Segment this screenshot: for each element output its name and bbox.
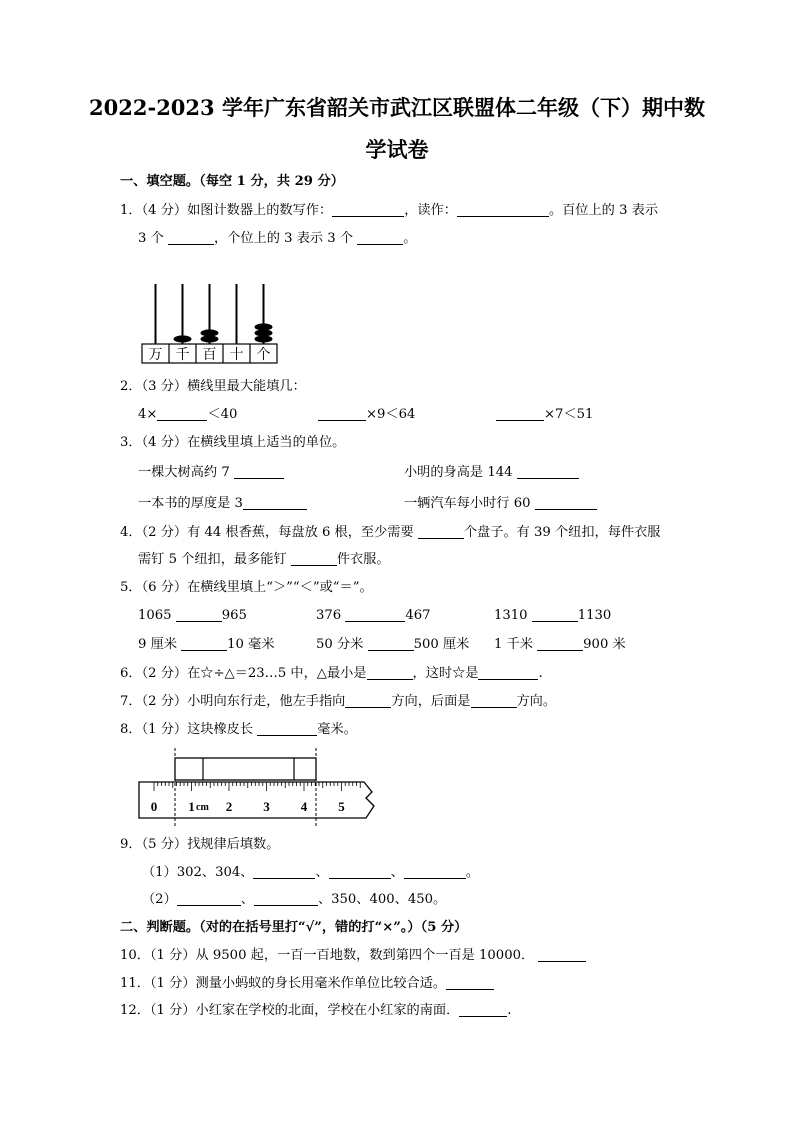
q9-head: 9．（5 分）找规律后填数。 [120,837,280,852]
q11-line [120,974,494,994]
q9-sep: 、 [315,865,329,880]
q5-r1c3 [494,606,611,626]
q1-text-c: 。百位上的 3 表示 [548,203,659,218]
q4-blank-clothes[interactable] [291,551,337,566]
q7-text-c: 方向。 [516,694,557,709]
ruler-number: 0 [150,799,158,814]
q9-p1-blank1[interactable] [253,864,315,879]
q4-text-c: 需钉 5 个纽扣，最多能钉 [138,552,287,567]
q2-item2 [318,405,415,425]
q1-text-d: 3 个 [138,231,164,246]
q2-item3 [496,405,593,425]
q1-text-e: ，个位上的 3 表示 3 个 [213,231,354,246]
q10-blank[interactable] [538,947,586,962]
q1-blank-read[interactable] [457,202,549,217]
q2-blank3[interactable] [496,406,544,421]
q1-blank-hundreds[interactable] [168,230,214,245]
q8-blank-length[interactable] [257,721,317,736]
q4-line2 [138,550,390,570]
q2-item2-text: ×9＜64 [366,407,416,422]
ruler-number: 4 [300,799,308,814]
q2-item3-text: ×7＜51 [544,407,594,422]
q5-r1c3-left: 1310 [494,608,528,623]
q5-r1c1-left: 1065 [138,608,172,623]
abacus-figure [140,282,280,366]
q9-sep: 、 [240,892,254,907]
ruler-number: 3 [263,799,270,814]
ruler-figure [136,746,382,830]
q6-blank-star[interactable] [478,665,538,680]
q4-text-d: 件衣服。 [336,552,390,567]
abacus-beads [174,323,273,342]
abacus-label: 个 [256,347,271,363]
q10-line [120,946,586,966]
q1-text-f: 。 [403,231,417,246]
q5-r2c2-left: 50 分米 [316,637,364,652]
abacus-label: 百 [202,347,217,363]
q2-blank2[interactable] [318,406,366,421]
q6-line [120,664,543,684]
q2-item1-text-b: ＜40 [207,407,238,422]
q5-r2c3-right: 900 米 [583,637,626,652]
exam-title-line1: 2022-2023 学年广东省韶关市武江区联盟体二年级（下）期中数 [89,95,705,120]
abacus-label: 万 [148,347,163,363]
abacus-bead [201,329,219,336]
q2-blank1[interactable] [157,406,207,421]
q3-item1-text: 一棵大树高约 7 [138,465,230,480]
section2-heading: 二、判断题。（对的在括号里打“√”，错的打“×”。）（5 分） [120,920,468,935]
q3-item3-text: 一本书的厚度是 3 [138,496,243,511]
section1-heading: 一、填空题。（每空 1 分，共 29 分） [120,174,344,189]
q5-r2c3 [494,635,626,655]
q3-blank2[interactable] [517,464,579,479]
q9-part1 [142,863,479,883]
q5-r2c1 [138,635,275,655]
q9-p2-blank1[interactable] [177,891,241,906]
ruler-unit-label: cm [196,802,209,813]
abacus-labels [149,347,271,363]
ruler-number: 5 [338,799,345,814]
q7-line [120,692,556,712]
q1-text-a: 1．（4 分）如图计数器上的数写作： [120,203,333,218]
q4-text-b: 个盘子。有 39 个纽扣，每件衣服 [463,525,661,540]
abacus-bead [255,323,273,330]
q9-part2-text: 、350、400、450。 [317,892,447,907]
q1-blank-ones[interactable] [357,230,403,245]
q4-blank-plates[interactable] [418,524,464,539]
q5-blank-r2c2[interactable] [368,636,414,651]
q8-text-b: 毫米。 [317,722,357,737]
q3-item3 [138,494,307,514]
q3-item2-text: 小明的身高是 144 [404,465,513,480]
q3-item1 [138,463,284,483]
q9-part2 [142,890,446,910]
q2-head: 2．（3 分）横线里最大能填几： [120,379,306,394]
q7-text-a: 7．（2 分）小明向东行走，他左手指向 [120,694,346,709]
q1-text-b: ，读作： [404,203,457,218]
q11-blank[interactable] [446,975,494,990]
q3-blank1[interactable] [234,464,284,479]
q5-r1c1 [138,606,247,626]
q5-r2c1-left: 9 厘米 [138,637,177,652]
q5-r1c1-right: 965 [221,608,247,623]
eraser [175,758,316,780]
q6-text-a: 6．（2 分）在☆÷△＝23…5 中，△最小是 [120,666,367,681]
q7-blank-left[interactable] [345,693,391,708]
q4-line1 [120,523,661,543]
q12-text: 12．（1 分）小红家在学校的北面，学校在小红家的南面． [120,1003,460,1018]
q2-item1-text-a: 4× [138,407,158,422]
q10-text: 10．（1 分）从 9500 起，一百一百地数，数到第四个一百是 10000． [120,948,535,963]
q5-r2c1-right: 10 毫米 [227,637,275,652]
q6-text-b: ，这时☆是 [412,666,479,681]
q11-text: 11．（1 分）测量小蚂蚁的身长用毫米作单位比较合适。 [120,976,447,991]
q9-end: 。 [465,865,480,880]
q2-item1 [138,405,237,425]
ruler-number: 2 [225,799,233,814]
q9-p1-blank3[interactable] [404,864,466,879]
q5-r2c2 [316,635,469,655]
q5-head: 5．（6 分）在横线里填上“＞”“＜”或“＝”。 [120,580,373,595]
q5-r1c2-right: 467 [405,608,431,623]
q6-text-c: . [538,666,543,681]
q6-blank-triangle[interactable] [367,665,413,680]
abacus-label: 十 [229,347,244,363]
q5-r2c2-right: 500 厘米 [413,637,470,652]
q3-item4-text: 一辆汽车每小时行 60 [404,496,531,511]
q5-r1c2-left: 376 [316,608,342,623]
q8-line [120,720,357,740]
q3-head: 3．（4 分）在横线里填上适当的单位。 [120,435,346,450]
q12-period: . [507,1003,512,1018]
q5-blank-r1c2[interactable] [345,607,405,622]
q9-sep: 、 [390,865,404,880]
q9-part1-text: （1）302、304、 [142,865,254,880]
q7-text-b: 方向，后面是 [391,694,471,709]
abacus-label: 千 [175,347,190,363]
q3-item2 [404,463,579,483]
q5-blank-r1c1[interactable] [176,607,222,622]
q3-item4 [404,494,597,514]
q5-blank-r2c1[interactable] [181,636,227,651]
q4-text-a: 4．（2 分）有 44 根香蕉，每盘放 6 根，至少需要 [120,525,414,540]
q9-p1-blank2[interactable] [329,864,391,879]
q5-r1c3-right: 1130 [577,608,612,623]
q5-blank-r2c3[interactable] [537,636,583,651]
q8-text-a: 8．（1 分）这块橡皮长 [120,722,254,737]
ruler-number: 1 [188,799,195,814]
q5-blank-r1c3[interactable] [532,607,578,622]
q3-blank3[interactable] [243,495,307,510]
q9-p2-blank2[interactable] [254,891,318,906]
q3-blank4[interactable] [535,495,597,510]
q9-part2-label: （2） [142,892,177,907]
q1-line1 [120,201,658,221]
q5-r2c3-left: 1 千米 [494,637,533,652]
q1-line2 [138,229,416,249]
exam-title-line2: 学试卷 [365,137,429,162]
q5-r1c2 [316,606,431,626]
q12-blank[interactable] [459,1002,507,1017]
abacus-bead [174,335,192,342]
q12-line [120,1001,511,1021]
q7-blank-behind[interactable] [471,693,517,708]
q1-blank-written[interactable] [332,202,404,217]
